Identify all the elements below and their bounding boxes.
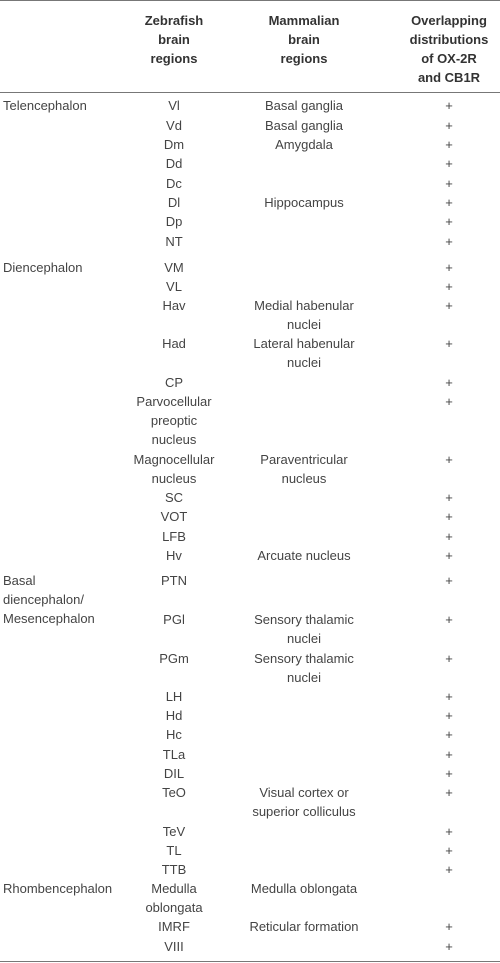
- cell-line: Medulla oblongata: [250, 881, 358, 896]
- mammalian-region-cell: [244, 546, 364, 565]
- header-line: regions: [150, 51, 198, 66]
- zebrafish-region-cell: [122, 392, 226, 449]
- overlap-cell: +: [445, 785, 453, 800]
- cell-line: Lateral habenular: [253, 336, 355, 351]
- cell-line: SC: [164, 490, 184, 505]
- header-line: Zebrafish: [144, 13, 204, 28]
- overlap-cell: +: [445, 862, 453, 877]
- header-line: of OX-2R: [421, 51, 477, 66]
- cell-line: Sensory thalamic: [254, 612, 354, 627]
- table-bottom-rule: [0, 961, 500, 962]
- zebrafish-region-cell: [122, 527, 226, 546]
- cell-line: Hd: [165, 708, 183, 723]
- cell-line: LH: [165, 689, 183, 704]
- zebrafish-region-cell: [122, 488, 226, 507]
- mammalian-region-cell: [244, 917, 364, 936]
- zebrafish-region-cell: [122, 277, 226, 296]
- overlap-cell: +: [445, 612, 453, 627]
- header-line: and CB1R: [417, 70, 481, 85]
- zebrafish-region-cell: [122, 258, 226, 277]
- cell-line: LFB: [162, 529, 186, 544]
- cell-line: Sensory thalamic: [254, 651, 354, 666]
- overlap-cell: +: [445, 260, 453, 275]
- zebrafish-region-cell: [122, 373, 226, 392]
- cell-line: Rhombencephalon: [3, 881, 113, 896]
- overlap-cell: +: [445, 176, 453, 191]
- overlap-cell: +: [445, 727, 453, 742]
- header-zebrafish-regions: [122, 11, 226, 68]
- cell-line: VIII: [164, 939, 184, 954]
- cell-line: TL: [166, 843, 182, 858]
- cell-line: Basal ganglia: [264, 118, 344, 133]
- cell-line: nucleus: [151, 471, 197, 486]
- cell-line: Paraventricular: [260, 452, 348, 467]
- cell-line: TLa: [162, 747, 186, 762]
- zebrafish-region-cell: [122, 879, 226, 917]
- header-line: regions: [280, 51, 328, 66]
- mammalian-region-cell: [244, 450, 364, 488]
- cell-line: Visual cortex or: [259, 785, 349, 800]
- cell-line: Telencephalon: [3, 98, 87, 113]
- header-line: brain: [288, 32, 320, 47]
- cell-line: TTB: [161, 862, 187, 877]
- cell-line: Hv: [166, 548, 182, 563]
- overlap-cell: +: [445, 394, 453, 409]
- cell-line: Reticular formation: [249, 919, 359, 934]
- overlap-cell: +: [445, 279, 453, 294]
- cell-line: oblongata: [145, 900, 203, 915]
- cell-line: PTN: [161, 573, 187, 588]
- cell-line: NT: [165, 234, 183, 249]
- zebrafish-region-cell: [122, 822, 226, 841]
- zebrafish-region-cell: [122, 610, 226, 629]
- mammalian-region-cell: [244, 116, 364, 135]
- cell-line: IMRF: [158, 919, 190, 934]
- cell-line: Basal: [3, 573, 36, 588]
- cell-line: Basal ganglia: [264, 98, 344, 113]
- cell-line: Medulla: [151, 881, 197, 896]
- overlap-cell: +: [445, 509, 453, 524]
- cell-line: Amygdala: [275, 137, 333, 152]
- cell-line: diencephalon/: [3, 592, 84, 607]
- header-line: brain: [158, 32, 190, 47]
- zebrafish-region-cell: [122, 232, 226, 251]
- cell-line: Parvocellular: [136, 394, 212, 409]
- mammalian-region-cell: [244, 96, 364, 115]
- mammalian-region-cell: [244, 783, 364, 821]
- overlap-cell: +: [445, 214, 453, 229]
- overlap-cell: +: [445, 919, 453, 934]
- cell-line: VOT: [160, 509, 188, 524]
- cell-line: Medial habenular: [254, 298, 354, 313]
- overlap-cell: +: [445, 747, 453, 762]
- overlap-cell: +: [445, 824, 453, 839]
- zebrafish-region-cell: [122, 154, 226, 173]
- overlap-cell: +: [445, 651, 453, 666]
- header-rule: [0, 92, 500, 93]
- header-overlapping-distributions: [400, 11, 498, 87]
- header-line: Mammalian: [268, 13, 340, 28]
- zebrafish-region-cell: [122, 296, 226, 315]
- overlap-cell: +: [445, 336, 453, 351]
- cell-line: nuclei: [287, 317, 321, 332]
- mammalian-region-cell: [244, 193, 364, 212]
- region-group-cell: [3, 258, 115, 277]
- zebrafish-region-cell: [122, 745, 226, 764]
- overlap-cell: +: [445, 234, 453, 249]
- zebrafish-region-cell: [122, 764, 226, 783]
- zebrafish-region-cell: [122, 917, 226, 936]
- overlap-cell: +: [445, 375, 453, 390]
- region-group-cell: [3, 96, 115, 115]
- overlap-cell: +: [445, 298, 453, 313]
- zebrafish-region-cell: [122, 841, 226, 860]
- cell-line: Hc: [166, 727, 182, 742]
- cell-line: Hippocampus: [264, 195, 344, 210]
- region-group-cell: [3, 571, 115, 628]
- zebrafish-region-cell: [122, 212, 226, 231]
- overlap-cell: +: [445, 490, 453, 505]
- cell-line: PGm: [159, 651, 189, 666]
- zebrafish-region-cell: [122, 937, 226, 956]
- zebrafish-region-cell: [122, 193, 226, 212]
- cell-line: Diencephalon: [3, 260, 83, 275]
- cell-line: nuclei: [287, 355, 321, 370]
- zebrafish-region-cell: [122, 174, 226, 193]
- overlap-cell: +: [445, 939, 453, 954]
- overlap-cell: +: [445, 708, 453, 723]
- zebrafish-region-cell: [122, 725, 226, 744]
- cell-line: TeO: [162, 785, 186, 800]
- cell-line: Dd: [165, 156, 183, 171]
- cell-line: DIL: [163, 766, 185, 781]
- overlap-cell: +: [445, 548, 453, 563]
- cell-line: superior colliculus: [252, 804, 356, 819]
- overlap-cell: +: [445, 573, 453, 588]
- cell-line: TeV: [162, 824, 186, 839]
- overlap-cell: +: [445, 689, 453, 704]
- overlap-cell: +: [445, 195, 453, 210]
- table-top-rule: [0, 0, 500, 1]
- cell-line: Had: [162, 336, 186, 351]
- cell-line: Dp: [165, 214, 183, 229]
- zebrafish-region-cell: [122, 546, 226, 565]
- zebrafish-region-cell: [122, 450, 226, 488]
- overlap-cell: +: [445, 156, 453, 171]
- header-line: distributions: [409, 32, 489, 47]
- cell-line: nucleus: [281, 471, 327, 486]
- zebrafish-region-cell: [122, 783, 226, 802]
- overlap-cell: +: [445, 118, 453, 133]
- mammalian-region-cell: [244, 296, 364, 334]
- cell-line: nucleus: [151, 432, 197, 447]
- zebrafish-region-cell: [122, 116, 226, 135]
- cell-line: nuclei: [287, 670, 321, 685]
- cell-line: Dm: [163, 137, 185, 152]
- mammalian-region-cell: [244, 879, 364, 898]
- mammalian-region-cell: [244, 649, 364, 687]
- cell-line: Dc: [166, 176, 182, 191]
- zebrafish-region-cell: [122, 571, 226, 590]
- cell-line: preoptic: [150, 413, 198, 428]
- zebrafish-region-cell: [122, 649, 226, 668]
- cell-line: Magnocellular: [133, 452, 215, 467]
- mammalian-region-cell: [244, 610, 364, 648]
- zebrafish-region-cell: [122, 135, 226, 154]
- cell-line: CP: [164, 375, 184, 390]
- cell-line: PGl: [163, 612, 185, 627]
- region-group-cell: [3, 879, 115, 898]
- overlap-cell: +: [445, 137, 453, 152]
- cell-line: Hav: [162, 298, 186, 313]
- header-mammalian-regions: [244, 11, 364, 68]
- mammalian-region-cell: [244, 135, 364, 154]
- overlap-cell: +: [445, 452, 453, 467]
- cell-line: Vd: [166, 118, 182, 133]
- zebrafish-region-cell: [122, 334, 226, 353]
- header-line: Overlapping: [411, 13, 487, 28]
- zebrafish-region-cell: [122, 96, 226, 115]
- cell-line: nuclei: [287, 631, 321, 646]
- zebrafish-region-cell: [122, 507, 226, 526]
- cell-line: Vl: [168, 98, 180, 113]
- overlap-cell: +: [445, 766, 453, 781]
- cell-line: VM: [164, 260, 184, 275]
- zebrafish-region-cell: [122, 687, 226, 706]
- cell-line: Dl: [167, 195, 181, 210]
- overlap-cell: +: [445, 98, 453, 113]
- cell-line: Mesencephalon: [3, 611, 95, 626]
- overlap-cell: +: [445, 843, 453, 858]
- zebrafish-region-cell: [122, 706, 226, 725]
- mammalian-region-cell: [244, 334, 364, 372]
- cell-line: Arcuate nucleus: [257, 548, 351, 563]
- overlap-cell: +: [445, 529, 453, 544]
- cell-line: VL: [166, 279, 182, 294]
- zebrafish-region-cell: [122, 860, 226, 879]
